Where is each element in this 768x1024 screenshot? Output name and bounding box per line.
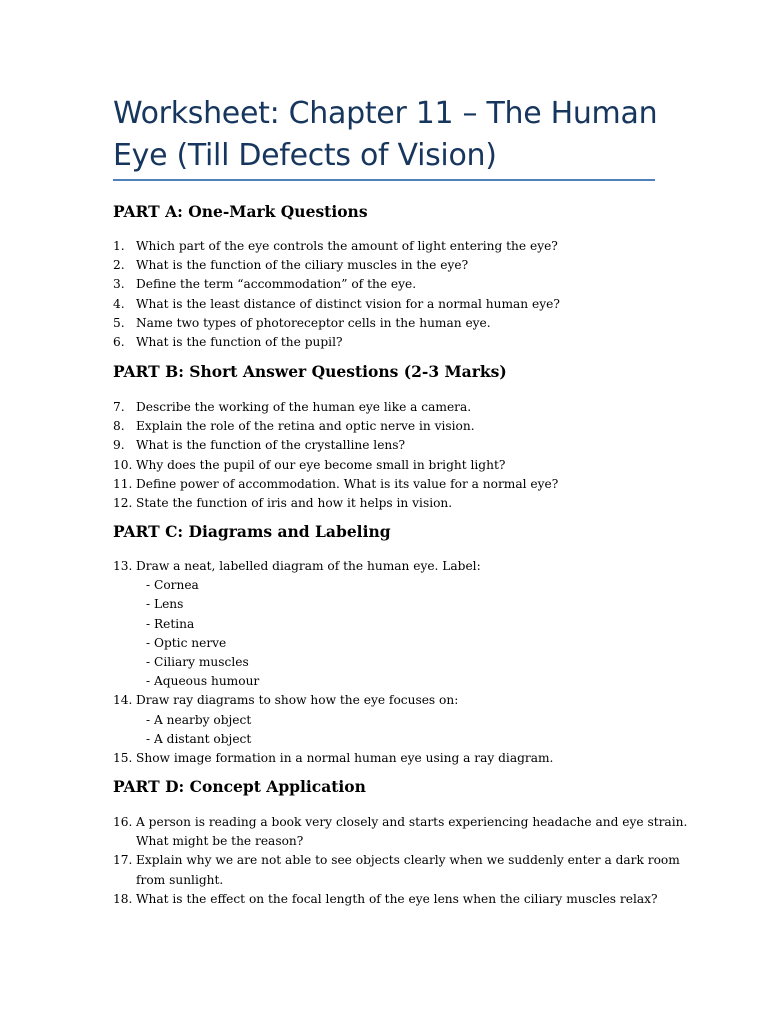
question-number: 4. [113, 296, 125, 311]
question-list-part-a [113, 237, 673, 352]
question-number: 11. [113, 476, 133, 491]
label-item: - Optic nerve [146, 635, 227, 650]
question-list-part-d [113, 813, 688, 909]
question-text: State the function of iris and how it helps in vision. [136, 496, 453, 511]
question-number: 2. [113, 258, 125, 273]
label-item: - Cornea [146, 578, 199, 593]
question-item [113, 494, 673, 513]
question-number: 5. [113, 315, 125, 330]
question-text: Define the term “accommodation” of the eye. [136, 277, 417, 292]
label-item: - Ciliary muscles [146, 655, 249, 670]
question-item [113, 314, 673, 333]
label-item: - Lens [146, 597, 184, 612]
question-text: Explain why we are not able to see objects clearly when we suddenly enter a dark room [136, 853, 680, 868]
label-item: - Aqueous humour [146, 674, 260, 689]
question-item [113, 398, 673, 417]
section-heading-part-b: PART B: Short Answer Questions (2-3 Marks) [113, 362, 507, 381]
page-title: Worksheet: Chapter 11 – The Human Eye (Till Defects of Vision) [113, 96, 658, 173]
question-text-continued: from sunlight. [136, 872, 224, 887]
question-item [113, 256, 673, 275]
question-number: 12. [113, 496, 133, 511]
question-number: 13. [113, 559, 133, 573]
question-item [113, 890, 673, 909]
question-text: What is the function of the crystalline lens? [136, 438, 406, 453]
question-number: 16. [113, 815, 133, 829]
question-list-part-b [113, 398, 673, 513]
section-heading-part-d: PART D: Concept Application [113, 777, 366, 796]
question-number: 15. [113, 751, 133, 766]
question-item [113, 475, 673, 494]
question-number: 3. [113, 277, 125, 292]
question-number: 14. [113, 693, 133, 708]
question-item [113, 851, 680, 889]
question-number: 1. [113, 239, 125, 253]
question-item [113, 436, 673, 455]
question-text: A person is reading a book very closely and starts experiencing headache and eye strain. [136, 815, 688, 829]
question-text: What is the least distance of distinct vision for a normal human eye? [136, 296, 560, 311]
question-text: What is the function of the pupil? [136, 335, 343, 350]
question-text: Draw ray diagrams to show how the eye focuses on: [136, 693, 459, 708]
question-item [113, 295, 673, 314]
section-heading-part-a: PART A: One-Mark Questions [113, 202, 368, 221]
question-item [113, 813, 688, 851]
question-item [113, 456, 673, 475]
title-underline [113, 179, 655, 181]
question-number: 6. [113, 335, 125, 350]
question-text: Name two types of photoreceptor cells in the human eye. [136, 315, 491, 330]
question-number: 8. [113, 419, 125, 434]
question-text: Define power of accommodation. What is its value for a normal eye? [136, 476, 559, 491]
question-text: Describe the working of the human eye like a camera. [136, 400, 472, 414]
question-text: Show image formation in a normal human eye using a ray diagram. [136, 751, 554, 766]
section-heading-part-c: PART C: Diagrams and Labeling [113, 522, 391, 541]
question-number: 7. [113, 400, 125, 414]
question-item [113, 749, 673, 768]
question-text: Why does the pupil of our eye become small in bright light? [136, 457, 506, 472]
question-number: 10. [113, 457, 133, 472]
question-text: Draw a neat, labelled diagram of the human eye. Label: [136, 559, 481, 573]
question-text-continued: What might be the reason? [136, 834, 304, 849]
question-list-part-c [113, 557, 673, 768]
question-text: What is the function of the ciliary muscles in the eye? [136, 258, 469, 273]
question-text: Explain the role of the retina and optic nerve in vision. [136, 419, 475, 434]
label-item: - A nearby object [146, 712, 252, 727]
question-item [113, 237, 673, 256]
question-item [113, 691, 673, 749]
question-item [113, 557, 673, 691]
question-item [113, 275, 673, 294]
question-item [113, 333, 673, 352]
question-text: What is the effect on the focal length of the eye lens when the ciliary muscles relax? [136, 891, 658, 906]
label-item: - Retina [146, 616, 195, 631]
question-number: 9. [113, 438, 125, 453]
question-number: 17. [113, 853, 133, 868]
question-item [113, 417, 673, 436]
label-item: - A distant object [146, 731, 252, 746]
question-text: Which part of the eye controls the amount of light entering the eye? [136, 239, 558, 253]
question-number: 18. [113, 891, 133, 906]
